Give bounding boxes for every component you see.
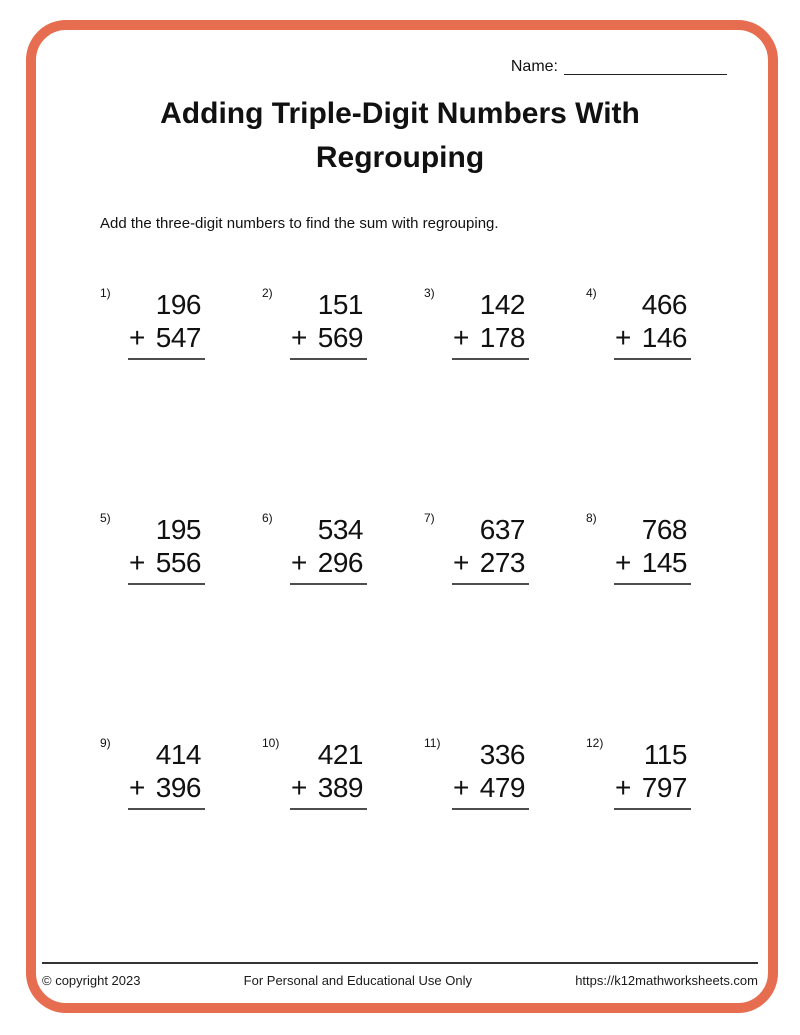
addend-bottom: 569 (317, 322, 363, 353)
problem-body (128, 730, 205, 810)
problem-body (614, 730, 691, 810)
addend-top: 151 (317, 289, 363, 320)
plus-sign: + (615, 547, 631, 578)
problem-number: 6) (262, 511, 273, 525)
worksheet-title (0, 92, 800, 180)
problem-body (452, 730, 529, 810)
addend-top: 768 (641, 514, 687, 545)
problem-body (128, 505, 205, 585)
problem-cell (424, 280, 586, 505)
problem-body (290, 730, 367, 810)
plus-sign: + (291, 772, 307, 803)
plus-sign: + (291, 547, 307, 578)
problem-cell (586, 280, 748, 505)
plus-sign: + (615, 322, 631, 353)
addend-bottom-row (614, 771, 691, 810)
plus-sign: + (453, 322, 469, 353)
problem-body (452, 280, 529, 360)
addend-bottom-row (452, 771, 529, 810)
addend-bottom-row (290, 321, 367, 360)
title-line-2: Regrouping (315, 141, 485, 174)
problem-number: 7) (424, 511, 435, 525)
footer (42, 962, 758, 988)
title-line-1: Adding Triple-Digit Numbers With (160, 97, 640, 130)
problem-number: 5) (100, 511, 111, 525)
addend-bottom-row (452, 321, 529, 360)
problem-cell (586, 730, 748, 955)
plus-sign: + (453, 547, 469, 578)
instruction-text: Add the three-digit numbers to find the sum with regrouping. (100, 215, 499, 232)
addend-bottom-row (290, 771, 367, 810)
addend-top: 336 (479, 739, 525, 770)
addend-top: 421 (317, 739, 363, 770)
problem-cell (100, 730, 262, 955)
plus-sign: + (291, 322, 307, 353)
problems-grid (100, 280, 748, 955)
addend-top: 196 (155, 289, 201, 320)
addend-bottom: 146 (641, 322, 687, 353)
footer-copyright: © copyright 2023 (42, 973, 141, 988)
addend-top: 195 (155, 514, 201, 545)
problem-number: 2) (262, 286, 273, 300)
addend-bottom: 389 (317, 772, 363, 803)
addend-bottom-row (128, 771, 205, 810)
addend-bottom-row (128, 546, 205, 585)
problem-cell (262, 280, 424, 505)
addend-bottom: 178 (479, 322, 525, 353)
problem-body (614, 280, 691, 360)
addend-bottom: 273 (479, 547, 525, 578)
problem-cell (424, 730, 586, 955)
plus-sign: + (453, 772, 469, 803)
problem-number: 1) (100, 286, 111, 300)
problem-number: 3) (424, 286, 435, 300)
addend-top: 637 (479, 514, 525, 545)
addend-top: 534 (317, 514, 363, 545)
plus-sign: + (129, 547, 145, 578)
addend-top: 414 (155, 739, 201, 770)
problem-cell (100, 505, 262, 730)
addend-bottom-row (614, 321, 691, 360)
problem-number: 8) (586, 511, 597, 525)
addend-top: 142 (479, 289, 525, 320)
addend-bottom: 145 (641, 547, 687, 578)
addend-bottom: 396 (155, 772, 201, 803)
addend-bottom-row (128, 321, 205, 360)
problem-body (452, 505, 529, 585)
problem-body (128, 280, 205, 360)
plus-sign: + (129, 322, 145, 353)
problem-number: 10) (262, 736, 280, 750)
problem-cell (262, 505, 424, 730)
problem-number: 11) (424, 736, 441, 750)
addend-top: 115 (643, 739, 687, 770)
plus-sign: + (129, 772, 145, 803)
problem-cell (262, 730, 424, 955)
addend-bottom: 479 (479, 772, 525, 803)
addend-bottom-row (452, 546, 529, 585)
addend-bottom: 296 (317, 547, 363, 578)
problem-cell (586, 505, 748, 730)
name-field (511, 57, 727, 77)
addend-bottom: 797 (641, 772, 687, 803)
problem-cell (424, 505, 586, 730)
addend-top: 466 (641, 289, 687, 320)
addend-bottom: 547 (155, 322, 201, 353)
addend-bottom-row (614, 546, 691, 585)
footer-usage: For Personal and Educational Use Only (243, 973, 473, 988)
name-blank-line (564, 73, 727, 75)
problem-number: 4) (586, 286, 597, 300)
addend-bottom-row (290, 546, 367, 585)
problem-body (290, 280, 367, 360)
footer-url: https://k12mathworksheets.com (575, 973, 758, 988)
problem-number: 12) (586, 736, 604, 750)
plus-sign: + (615, 772, 631, 803)
problem-number: 9) (100, 736, 111, 750)
problem-body (290, 505, 367, 585)
name-label: Name: (510, 58, 558, 75)
addend-bottom: 556 (155, 547, 201, 578)
problem-body (614, 505, 691, 585)
problem-cell (100, 280, 262, 505)
